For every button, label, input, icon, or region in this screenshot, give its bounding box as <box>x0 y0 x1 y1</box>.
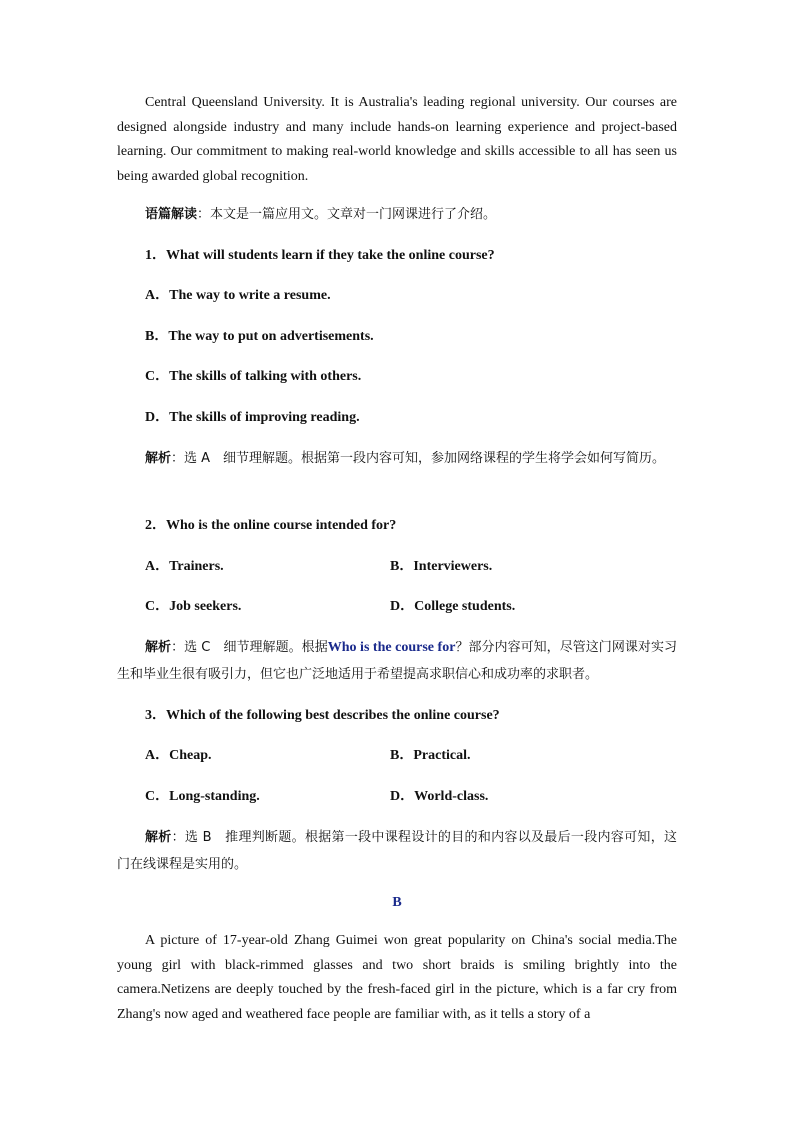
question-1-option-a: A．The way to write a resume. <box>145 288 331 303</box>
question-2-answer <box>117 634 677 688</box>
question-3-option-c: C．Long-standing. <box>145 789 260 804</box>
answer-text-pre: ：选 C 细节理解题。根据 <box>171 640 328 655</box>
question-3-option-a: A．Cheap. <box>145 748 212 763</box>
question-1-stem: 1．What will students learn if they take the online course? <box>145 248 495 263</box>
answer-label: 解析 <box>145 640 172 655</box>
question-3-answer <box>117 824 677 878</box>
question-2-option-b: B．Interviewers. <box>390 559 493 574</box>
intro-paragraph: Central Queensland University. It is Australia's leading regional university. Our courses are designed alongside industry and many include hands-on learning experience and project-based learning. Our commitment to making real-world knowledge and skills accessible to all has seen us being awarded global recognition. <box>117 95 677 184</box>
question-1-option-c: C．The skills of talking with others. <box>145 369 362 384</box>
question-2-option-c: C．Job seekers. <box>145 599 242 614</box>
question-2-option-d: D．College students. <box>390 599 516 614</box>
answer-label: 解析 <box>145 830 172 845</box>
passage-note <box>145 206 496 224</box>
passage-note-text: ：本文是一篇应用文。文章对一门网课进行了介绍。 <box>197 207 497 222</box>
passage-note-label: 语篇解读 <box>145 207 198 222</box>
question-1-option-b: B．The way to put on advertisements. <box>145 329 374 344</box>
question-3-option-b: B．Practical. <box>390 748 471 763</box>
answer-label: 解析 <box>145 451 172 466</box>
answer-text-post: ？部分内容可知，尽管这门网课对实习生和毕业生很有吸引力，但它也广泛地适用于希望提高求职信心和成功率的求职者。 <box>117 640 677 682</box>
question-3-option-d: D．World-class. <box>390 789 489 804</box>
question-1-answer <box>117 445 677 472</box>
answer-text: ：选 A 细节理解题。根据第一段内容可知，参加网络课程的学生将学会如何写简历。 <box>171 451 666 466</box>
question-1-option-d: D．The skills of improving reading. <box>145 410 360 425</box>
answer-text: ：选 B 推理判断题。根据第一段中课程设计的目的和内容以及最后一段内容可知，这门在线课程是实用的。 <box>117 830 677 872</box>
question-3-stem: 3．Which of the following best describes the online course? <box>145 708 500 723</box>
question-2-option-a: A．Trainers. <box>145 559 224 574</box>
question-2-stem: 2．Who is the online course intended for? <box>145 518 397 533</box>
section-heading: B <box>392 895 402 910</box>
document-page <box>117 91 677 1022</box>
answer-highlight: Who is the course for <box>327 640 456 655</box>
section-b-paragraph: A picture of 17-year-old Zhang Guimei won great popularity on China's social media.The young girl with black-rimmed glasses and two short braids is smiling brightly into the camera.Netizens are deeply touched by the fresh-faced girl in the picture, which is a far cry from Zhang's now aged and weathered face people are familiar with, as it tells a story of a <box>117 933 677 1022</box>
